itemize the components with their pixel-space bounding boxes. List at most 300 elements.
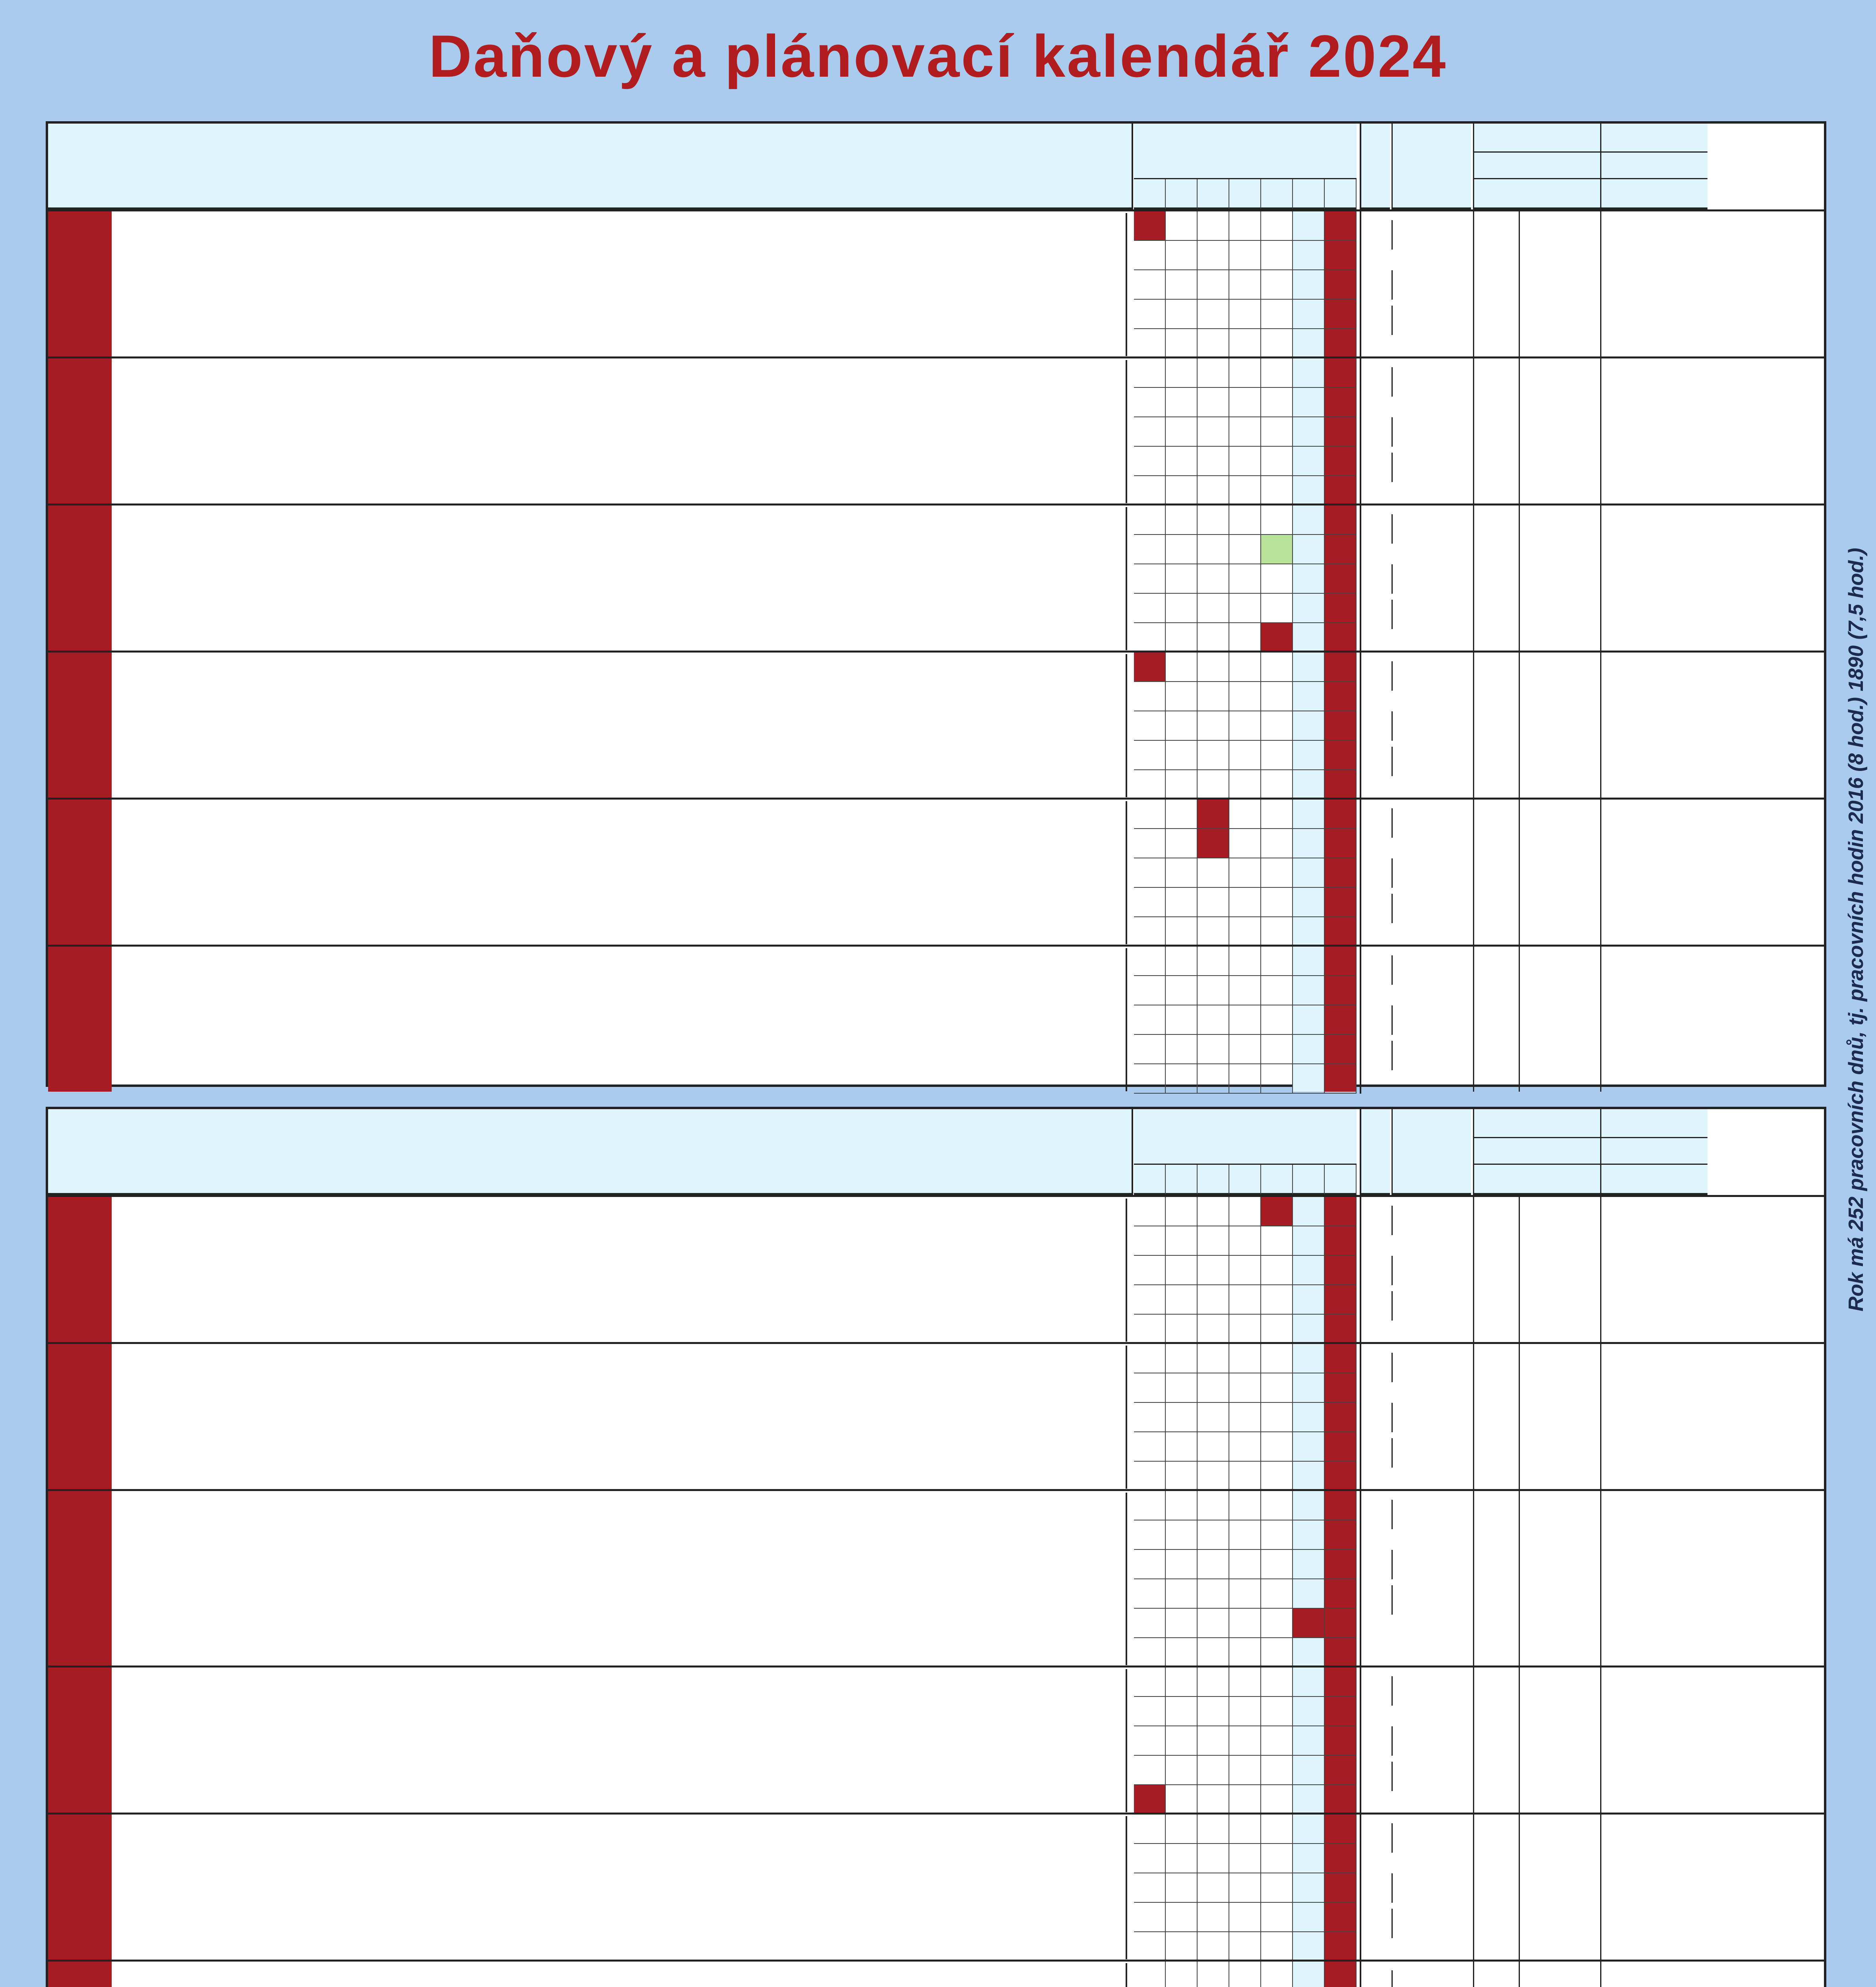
week-number bbox=[1360, 1226, 1390, 1256]
calendar-day bbox=[1261, 1315, 1293, 1344]
month-label bbox=[48, 1344, 112, 1489]
obligation-item bbox=[116, 801, 1126, 830]
calendar-day bbox=[1166, 270, 1198, 300]
calendar-day bbox=[1293, 476, 1325, 505]
calendar-day bbox=[1293, 1197, 1325, 1226]
calendar-day bbox=[1166, 476, 1198, 505]
week-number bbox=[1360, 829, 1390, 858]
calendar-day bbox=[1293, 1697, 1325, 1726]
calendar-day bbox=[1229, 947, 1261, 976]
calendar-day bbox=[1134, 1373, 1166, 1403]
calendar-day bbox=[1229, 888, 1261, 917]
day-header bbox=[1293, 179, 1325, 209]
calendar-day bbox=[1229, 594, 1261, 623]
obligation-item bbox=[116, 1558, 1126, 1590]
calendar-day bbox=[1134, 917, 1166, 947]
decade-number bbox=[1391, 1762, 1431, 1791]
obligation-item bbox=[116, 1346, 1126, 1378]
calendar-day bbox=[1261, 623, 1293, 653]
calendar-day bbox=[1229, 1520, 1261, 1550]
calendar-day bbox=[1166, 1785, 1198, 1815]
calendar-day bbox=[1325, 594, 1357, 623]
calendar-day bbox=[1325, 1962, 1357, 1987]
decade-workdays bbox=[1431, 808, 1471, 838]
week-number bbox=[1360, 976, 1390, 1005]
calendar-day bbox=[1261, 1609, 1293, 1638]
calendar-day bbox=[1261, 1697, 1293, 1726]
obligation-text bbox=[119, 1822, 210, 1843]
month-label bbox=[48, 947, 112, 1092]
calendar-day bbox=[1325, 476, 1357, 505]
calendar-day bbox=[1261, 1256, 1293, 1285]
obligation-item bbox=[116, 393, 1126, 425]
calendar-day bbox=[1198, 770, 1229, 800]
calendar-day bbox=[1229, 417, 1261, 447]
month-block bbox=[48, 209, 1824, 356]
calendar-day bbox=[1325, 1256, 1357, 1285]
calendar-day bbox=[1325, 1432, 1357, 1462]
calendar-day bbox=[1166, 1520, 1198, 1550]
calendar-day bbox=[1293, 300, 1325, 329]
calendar-day bbox=[1261, 1462, 1293, 1491]
calendar-day bbox=[1166, 1035, 1198, 1064]
calendar-day bbox=[1261, 1785, 1293, 1815]
month-block bbox=[48, 1342, 1824, 1489]
calendar-day bbox=[1198, 1726, 1229, 1756]
day-header bbox=[1198, 1165, 1229, 1195]
calendar-day bbox=[1229, 1932, 1261, 1962]
week-number bbox=[1360, 1726, 1390, 1756]
calendar-day bbox=[1166, 1697, 1198, 1726]
obligation-item bbox=[116, 1493, 1126, 1525]
days-of-week-label bbox=[1134, 124, 1357, 179]
calendar-day bbox=[1325, 711, 1357, 741]
calendar-day bbox=[1261, 1844, 1293, 1873]
decade-number bbox=[1391, 1873, 1431, 1903]
week-number bbox=[1360, 564, 1390, 594]
obligation-text bbox=[119, 1675, 210, 1696]
calendar-day bbox=[1166, 976, 1198, 1005]
calendar-day bbox=[1198, 1667, 1229, 1697]
obligation-text bbox=[119, 398, 210, 419]
calendar-day bbox=[1229, 1285, 1261, 1315]
calendar-day bbox=[1261, 1373, 1293, 1403]
obligation-item bbox=[116, 572, 1126, 605]
week-number bbox=[1360, 1344, 1390, 1373]
calendar-day bbox=[1325, 1844, 1357, 1873]
calendar-day bbox=[1166, 241, 1198, 270]
calendar-day bbox=[1325, 1815, 1357, 1844]
month-workdays bbox=[1473, 947, 1517, 1092]
calendar-day bbox=[1134, 417, 1166, 447]
calendar-day bbox=[1229, 1035, 1261, 1064]
day-header bbox=[1134, 1165, 1166, 1195]
week-number bbox=[1360, 447, 1390, 476]
calendar-day bbox=[1261, 1579, 1293, 1609]
calendar-day bbox=[1134, 1667, 1166, 1697]
calendar-day bbox=[1293, 1844, 1325, 1873]
calendar-day bbox=[1261, 1756, 1293, 1785]
calendar-day bbox=[1166, 741, 1198, 770]
calendar-day bbox=[1325, 329, 1357, 358]
calendar-day bbox=[1261, 505, 1293, 535]
obligation-text bbox=[119, 331, 210, 352]
calendar-day bbox=[1229, 1197, 1261, 1226]
obligation-item bbox=[116, 425, 1126, 458]
calendar-day bbox=[1166, 1844, 1198, 1873]
calendar-day bbox=[1325, 653, 1357, 682]
decade-number bbox=[1391, 1291, 1431, 1321]
calendar-day bbox=[1325, 1903, 1357, 1932]
page-title: Daňový a plánovací kalendář 2024 bbox=[428, 23, 1448, 89]
calendar-day bbox=[1134, 1462, 1166, 1491]
calendar-day bbox=[1229, 1064, 1261, 1094]
decade-workdays bbox=[1431, 894, 1471, 923]
calendar-day bbox=[1229, 829, 1261, 858]
calendar-day bbox=[1198, 623, 1229, 653]
obligation-text bbox=[119, 1969, 210, 1987]
day-header bbox=[1261, 179, 1293, 209]
calendar-day bbox=[1134, 682, 1166, 711]
decade-workdays bbox=[1431, 1256, 1471, 1285]
calendar-day bbox=[1198, 211, 1229, 241]
calendar-day bbox=[1198, 505, 1229, 535]
calendar-day bbox=[1134, 1550, 1166, 1579]
calendar-day bbox=[1261, 888, 1293, 917]
calendar-day bbox=[1134, 1873, 1166, 1903]
decade-workdays bbox=[1431, 514, 1471, 544]
week-number bbox=[1360, 1432, 1390, 1462]
obligation-item bbox=[116, 270, 1126, 299]
calendar-day bbox=[1293, 711, 1325, 741]
calendar-day bbox=[1229, 1726, 1261, 1756]
decade-number bbox=[1391, 600, 1431, 629]
quarter-value bbox=[1600, 653, 1707, 798]
calendar-day bbox=[1293, 594, 1325, 623]
calendar-day bbox=[1261, 976, 1293, 1005]
calendar-day bbox=[1166, 329, 1198, 358]
calendar-day bbox=[1166, 1285, 1198, 1315]
calendar-day bbox=[1325, 1932, 1357, 1962]
calendar-day bbox=[1325, 564, 1357, 594]
decade-workdays bbox=[1431, 306, 1471, 335]
week-number bbox=[1360, 535, 1390, 564]
decade-number bbox=[1391, 367, 1431, 397]
month-label bbox=[48, 1815, 112, 1960]
calendar-day bbox=[1229, 1697, 1261, 1726]
calendar-day bbox=[1293, 1035, 1325, 1064]
calendar-day bbox=[1293, 1873, 1325, 1903]
decade-number bbox=[1391, 1550, 1431, 1579]
week-number bbox=[1360, 1932, 1390, 1962]
calendar-day bbox=[1261, 300, 1293, 329]
calendar-day bbox=[1166, 1726, 1198, 1756]
second-half-panel bbox=[46, 1107, 1826, 1987]
calendar-day bbox=[1261, 358, 1293, 388]
calendar-day bbox=[1198, 653, 1229, 682]
calendar-day bbox=[1198, 300, 1229, 329]
calendar-day bbox=[1229, 976, 1261, 1005]
week-number bbox=[1360, 241, 1390, 270]
week-number bbox=[1360, 1256, 1390, 1285]
calendar-day bbox=[1261, 388, 1293, 417]
obligation-item bbox=[116, 1046, 1126, 1079]
decade-number bbox=[1391, 661, 1431, 691]
obligation-item bbox=[116, 830, 1126, 858]
calendar-day bbox=[1261, 1226, 1293, 1256]
calendar-day bbox=[1166, 1256, 1198, 1285]
decade-number bbox=[1391, 1403, 1431, 1432]
calendar-day bbox=[1229, 270, 1261, 300]
calendar-day bbox=[1198, 1756, 1229, 1785]
calendar-day bbox=[1293, 1315, 1325, 1344]
week-number bbox=[1360, 270, 1390, 300]
calendar-day bbox=[1134, 829, 1166, 858]
decade-number bbox=[1391, 894, 1431, 923]
calendar-day bbox=[1325, 770, 1357, 800]
calendar-day bbox=[1198, 564, 1229, 594]
calendar-day bbox=[1325, 1035, 1357, 1064]
calendar-day bbox=[1293, 564, 1325, 594]
calendar-day bbox=[1293, 1256, 1325, 1285]
week-number bbox=[1360, 947, 1390, 976]
calendar-day bbox=[1134, 300, 1166, 329]
calendar-day bbox=[1198, 1005, 1229, 1035]
obligation-item bbox=[116, 242, 1126, 270]
calendar-day bbox=[1325, 1873, 1357, 1903]
decade-number bbox=[1391, 1676, 1431, 1706]
calendar-day bbox=[1229, 917, 1261, 947]
calendar-day bbox=[1166, 1403, 1198, 1432]
obligations-list bbox=[116, 360, 1127, 503]
quarter-value bbox=[1600, 1667, 1707, 1813]
obligations-list bbox=[116, 948, 1127, 1091]
decade-workdays bbox=[1431, 453, 1471, 482]
month-workdays bbox=[1473, 505, 1517, 651]
week-number bbox=[1360, 888, 1390, 917]
day-header bbox=[1134, 179, 1166, 209]
calendar-day bbox=[1229, 564, 1261, 594]
week-number bbox=[1360, 1756, 1390, 1785]
calendar-day bbox=[1166, 711, 1198, 741]
month-label bbox=[48, 358, 112, 504]
calendar-day bbox=[1229, 1373, 1261, 1403]
calendar-day bbox=[1229, 1462, 1261, 1491]
calendar-day bbox=[1229, 1844, 1261, 1873]
calendar-day bbox=[1293, 653, 1325, 682]
calendar-day bbox=[1261, 1064, 1293, 1094]
calendar-day bbox=[1134, 594, 1166, 623]
month-hours bbox=[1519, 1962, 1598, 1987]
day-header bbox=[1198, 179, 1229, 209]
month-workdays bbox=[1473, 1491, 1517, 1666]
quarter-value bbox=[1600, 505, 1707, 651]
week-number bbox=[1360, 1005, 1390, 1035]
calendar-day bbox=[1229, 682, 1261, 711]
month-hours bbox=[1519, 1197, 1598, 1342]
decade-workdays bbox=[1431, 367, 1471, 397]
obligation-item bbox=[116, 360, 1126, 393]
calendar-day bbox=[1325, 682, 1357, 711]
month-workdays bbox=[1473, 211, 1517, 356]
week-number bbox=[1360, 1667, 1390, 1697]
calendar-day bbox=[1261, 1285, 1293, 1315]
calendar-day bbox=[1198, 358, 1229, 388]
decade-workdays bbox=[1431, 1438, 1471, 1468]
decade-header bbox=[1391, 1109, 1471, 1195]
quarter-value bbox=[1600, 1197, 1707, 1342]
calendar-day bbox=[1261, 1873, 1293, 1903]
calendar-day bbox=[1229, 535, 1261, 564]
calendar-day bbox=[1166, 1462, 1198, 1491]
calendar-day bbox=[1198, 1815, 1229, 1844]
calendar-day bbox=[1229, 1005, 1261, 1035]
decade-workdays bbox=[1431, 270, 1471, 300]
calendar-day bbox=[1134, 564, 1166, 594]
week-number bbox=[1360, 1285, 1390, 1315]
calendar-day bbox=[1293, 1667, 1325, 1697]
calendar-day bbox=[1198, 1197, 1229, 1226]
decade-number bbox=[1391, 306, 1431, 335]
obligations-list bbox=[116, 1816, 1127, 1959]
month-hours bbox=[1519, 211, 1598, 356]
week-number bbox=[1360, 682, 1390, 711]
decade-number bbox=[1391, 220, 1431, 250]
decade-workdays bbox=[1431, 1206, 1471, 1235]
calendar-day bbox=[1293, 800, 1325, 829]
day-header bbox=[1261, 1165, 1293, 1195]
calendar-day bbox=[1134, 623, 1166, 653]
decade-number bbox=[1391, 1438, 1431, 1468]
calendar-day bbox=[1198, 1873, 1229, 1903]
calendar-day bbox=[1229, 1491, 1261, 1520]
week-number bbox=[1360, 1815, 1390, 1844]
calendar-day bbox=[1198, 417, 1229, 447]
calendar-day bbox=[1134, 1064, 1166, 1094]
month-block bbox=[48, 356, 1824, 504]
calendar-day bbox=[1293, 1432, 1325, 1462]
month-block bbox=[48, 798, 1824, 945]
calendar-day bbox=[1166, 623, 1198, 653]
month-hours bbox=[1519, 947, 1598, 1092]
calendar-day bbox=[1198, 1315, 1229, 1344]
calendar-day bbox=[1134, 1226, 1166, 1256]
obligation-text bbox=[119, 302, 210, 323]
obligation-item bbox=[116, 1702, 1126, 1734]
calendar-day bbox=[1134, 329, 1166, 358]
calendar-day bbox=[1229, 1609, 1261, 1638]
calendar-day bbox=[1325, 1756, 1357, 1785]
calendar-day bbox=[1134, 211, 1166, 241]
week-number bbox=[1360, 388, 1390, 417]
week-number bbox=[1360, 329, 1390, 358]
day-header bbox=[1229, 1165, 1261, 1195]
panel-title bbox=[48, 1109, 1133, 1195]
calendar-day bbox=[1166, 1344, 1198, 1373]
calendar-day bbox=[1325, 241, 1357, 270]
calendar-day bbox=[1198, 1432, 1229, 1462]
decade-number bbox=[1391, 1823, 1431, 1853]
obligation-item bbox=[116, 1816, 1126, 1849]
calendar-day bbox=[1166, 1962, 1198, 1987]
decade-workdays bbox=[1431, 1762, 1471, 1791]
week-number bbox=[1360, 917, 1390, 947]
calendar-day bbox=[1229, 329, 1261, 358]
quarter-value bbox=[1600, 1815, 1707, 1960]
calendar-day bbox=[1261, 594, 1293, 623]
obligations-list bbox=[116, 1963, 1127, 1987]
decade-workdays bbox=[1431, 564, 1471, 594]
calendar-day bbox=[1325, 1344, 1357, 1373]
month-hours bbox=[1519, 653, 1598, 798]
calendar-day bbox=[1325, 888, 1357, 917]
calendar-day bbox=[1198, 447, 1229, 476]
month-workdays bbox=[1473, 1344, 1517, 1489]
calendar-day bbox=[1198, 800, 1229, 829]
quarter-value bbox=[1600, 800, 1707, 945]
calendar-day bbox=[1325, 1667, 1357, 1697]
calendar-day bbox=[1325, 1697, 1357, 1726]
calendar-day bbox=[1166, 1197, 1198, 1226]
calendar-day bbox=[1134, 1285, 1166, 1315]
calendar-day bbox=[1325, 917, 1357, 947]
calendar-day bbox=[1261, 1815, 1293, 1844]
calendar-day bbox=[1198, 1491, 1229, 1520]
calendar-day bbox=[1134, 447, 1166, 476]
calendar-day bbox=[1198, 270, 1229, 300]
calendar-day bbox=[1229, 300, 1261, 329]
week-number bbox=[1360, 1520, 1390, 1550]
obligation-text bbox=[119, 1204, 210, 1225]
week-number bbox=[1360, 1609, 1390, 1638]
calendar-day bbox=[1325, 1005, 1357, 1035]
obligations-list bbox=[116, 213, 1127, 356]
calendar-day bbox=[1166, 1756, 1198, 1785]
month-block bbox=[48, 1960, 1824, 1987]
calendar-day bbox=[1166, 1667, 1198, 1697]
calendar-day bbox=[1325, 358, 1357, 388]
calendar-day bbox=[1229, 1962, 1261, 1987]
decade-number bbox=[1391, 514, 1431, 544]
calendar-day bbox=[1134, 1005, 1166, 1035]
day-header bbox=[1325, 1165, 1357, 1195]
obligation-item bbox=[116, 887, 1126, 916]
calendar-day bbox=[1293, 829, 1325, 858]
calendar-day bbox=[1198, 1638, 1229, 1667]
calendar-day bbox=[1229, 858, 1261, 888]
calendar-day bbox=[1166, 1638, 1198, 1667]
calendar-day bbox=[1293, 1373, 1325, 1403]
calendar-day bbox=[1261, 770, 1293, 800]
calendar-day bbox=[1166, 594, 1198, 623]
calendar-day bbox=[1198, 1579, 1229, 1609]
calendar-day bbox=[1325, 535, 1357, 564]
month-hours bbox=[1519, 1491, 1598, 1666]
calendar-day bbox=[1261, 329, 1293, 358]
calendar-day bbox=[1293, 211, 1325, 241]
calendar-day bbox=[1166, 770, 1198, 800]
calendar-day bbox=[1166, 888, 1198, 917]
calendar-day bbox=[1166, 388, 1198, 417]
calendar-day bbox=[1261, 947, 1293, 976]
calendar-day bbox=[1198, 535, 1229, 564]
calendar-day bbox=[1261, 1491, 1293, 1520]
calendar-day bbox=[1261, 1403, 1293, 1432]
calendar-day bbox=[1198, 1520, 1229, 1550]
decade-workdays bbox=[1431, 1005, 1471, 1035]
decade-workdays bbox=[1431, 711, 1471, 741]
calendar-day bbox=[1198, 1403, 1229, 1432]
